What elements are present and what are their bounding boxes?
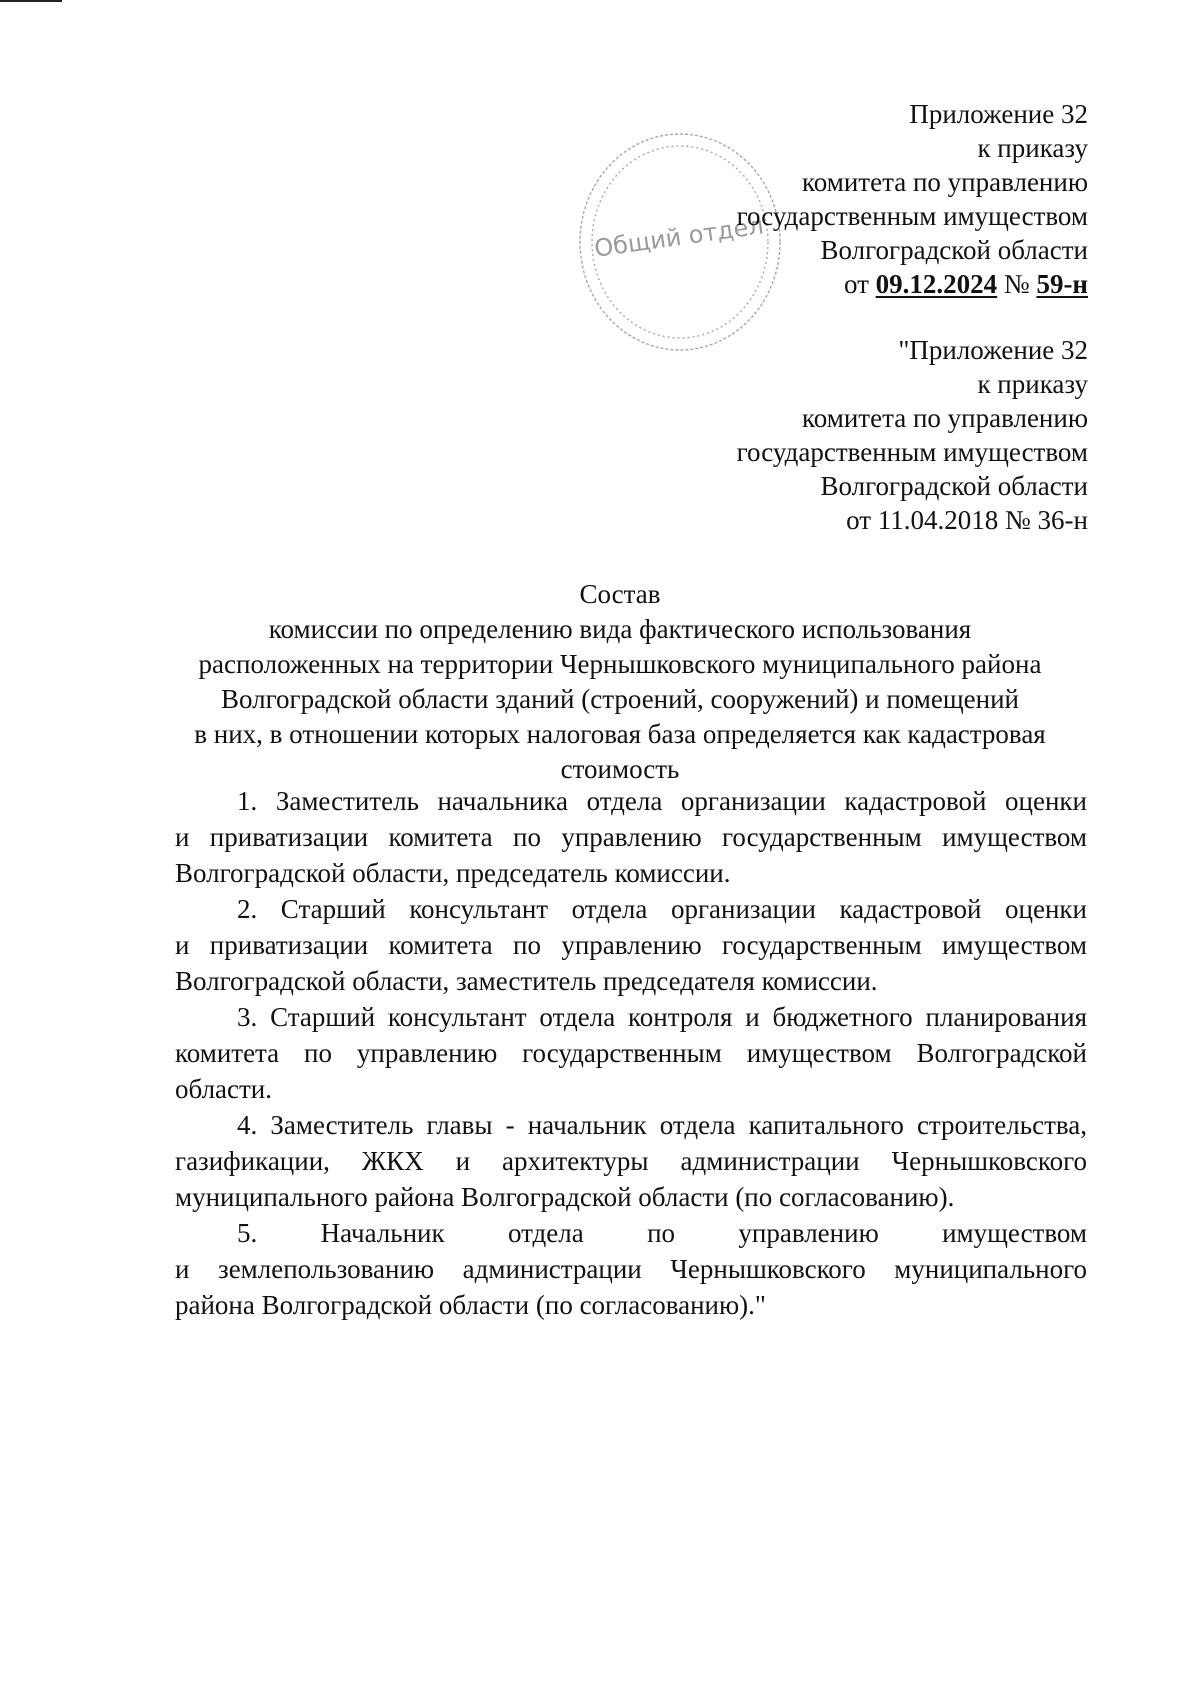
- list-item-line: и приватизации комитета по управлению государственным имуществом: [175, 822, 1087, 852]
- title-line: расположенных на территории Чернышковского муниципального района: [198, 649, 1042, 679]
- prev-attachment-date: от 11.04.2018 № 36-н: [846, 505, 1088, 535]
- list-item-line: и приватизации комитета по управлению государственным имуществом: [175, 930, 1087, 960]
- scan-edge-line: [0, 0, 62, 2]
- attachment-committee: комитета по управлению: [802, 167, 1088, 197]
- list-item-line: Волгоградской области, председатель комиссии.: [175, 858, 731, 888]
- title-line: Волгоградской области зданий (строений, сооружений) и помещений: [221, 684, 1019, 714]
- prev-attachment-order-ref: к приказу: [977, 369, 1088, 399]
- list-item-line: комитета по управлению государственным имуществом Волгоградской: [175, 1038, 1087, 1068]
- document-title: [160, 577, 1080, 787]
- title-line: комиссии по определению вида фактического использования: [268, 614, 972, 644]
- stamp-label: Общий отдел: [592, 211, 766, 263]
- prev-attachment-committee-cont: государственным имуществом: [736, 437, 1088, 467]
- title-line: в них, в отношении которых налоговая база определяется как кадастровая: [194, 719, 1046, 749]
- attachment-date-line: [488, 267, 1088, 301]
- attachment-header-current: [488, 97, 1088, 301]
- list-item: [175, 891, 1087, 999]
- commission-members-list: [175, 783, 1087, 1323]
- list-item-line: 4. Заместитель главы - начальник отдела капитального строительства,: [237, 1110, 1087, 1140]
- list-item-line: области.: [175, 1074, 273, 1104]
- order-date: 09.12.2024: [875, 269, 998, 299]
- order-number: 59-н: [1036, 269, 1088, 299]
- prev-attachment-region: Волгоградской области: [820, 471, 1088, 501]
- list-item: [175, 1215, 1087, 1323]
- list-item: [175, 999, 1087, 1107]
- list-item-line: 3. Старший консультант отдела контроля и бюджетного планирования: [237, 1002, 1087, 1032]
- list-item-line: 1. Заместитель начальника отдела организации кадастровой оценки: [237, 786, 1087, 816]
- list-item-line: газификации, ЖКХ и архитектуры администрации Чернышковского: [175, 1146, 1087, 1176]
- list-item: [175, 1107, 1087, 1215]
- prev-attachment-committee: комитета по управлению: [802, 403, 1088, 433]
- attachment-committee-cont: государственным имуществом: [736, 201, 1088, 231]
- list-item-line: 5. Начальник отдела по управлению имуществом: [237, 1218, 1087, 1248]
- list-item-line: муниципального района Волгоградской области (по согласованию).: [175, 1182, 955, 1212]
- date-prefix: от: [843, 269, 869, 299]
- title-heading: Состав: [579, 579, 661, 609]
- prev-attachment-title: "Приложение 32: [898, 335, 1088, 365]
- title-line: стоимость: [560, 754, 680, 784]
- list-item-line: Волгоградской области, заместитель председателя комиссии.: [175, 966, 878, 996]
- list-item-line: и землепользованию администрации Чернышковского муниципального: [175, 1254, 1087, 1284]
- list-item: [175, 783, 1087, 891]
- attachment-region: Волгоградской области: [820, 235, 1088, 265]
- list-item-line: района Волгоградской области (по согласованию).": [175, 1290, 766, 1320]
- attachment-header-previous: [488, 333, 1088, 537]
- attachment-order-ref: к приказу: [977, 133, 1088, 163]
- list-item-line: 2. Старший консультант отдела организации кадастровой оценки: [237, 894, 1087, 924]
- attachment-title: Приложение 32: [909, 99, 1088, 129]
- number-sign: №: [1003, 269, 1030, 299]
